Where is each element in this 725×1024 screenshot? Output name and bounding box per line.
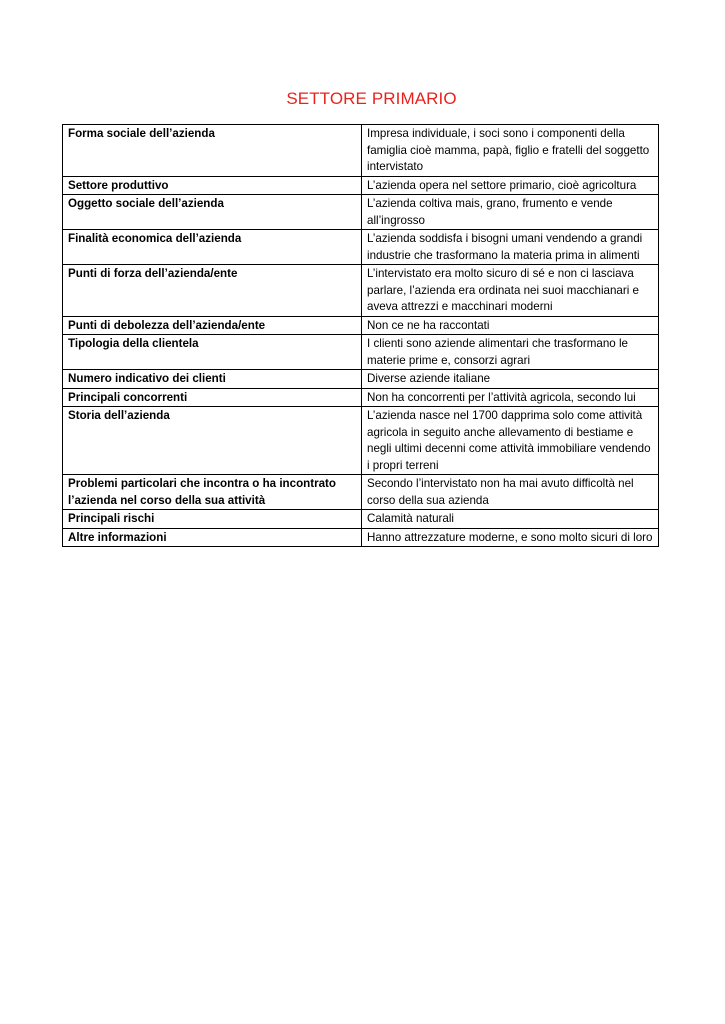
row-value: L’azienda coltiva mais, grano, frumento e vende all’ingrosso	[362, 195, 659, 230]
table-row	[63, 388, 659, 407]
row-value: L’azienda nasce nel 1700 dapprima solo come attività agricola in seguito anche allevamento di bestiame e negli ultimi decenni come attività immobiliare vendendo i propri terreni	[362, 407, 659, 475]
table-row	[63, 316, 659, 335]
row-label: Principali rischi	[63, 510, 362, 529]
row-value: Secondo l’intervistato non ha mai avuto difficoltà nel corso della sua azienda	[362, 475, 659, 510]
table-row	[63, 230, 659, 265]
table-row	[63, 475, 659, 510]
row-label: Problemi particolari che incontra o ha incontrato l’azienda nel corso della sua attività	[63, 475, 362, 510]
table-row	[63, 125, 659, 177]
table-row	[63, 335, 659, 370]
row-value: L’intervistato era molto sicuro di sé e non ci lasciava parlare, l’azienda era ordinata nei suoi macchianari e aveva attrezzi e macchinari moderni	[362, 265, 659, 317]
row-value: Non ce ne ha raccontati	[362, 316, 659, 335]
table-row	[63, 370, 659, 389]
row-label: Settore produttivo	[63, 176, 362, 195]
row-label: Numero indicativo dei clienti	[63, 370, 362, 389]
row-label: Altre informazioni	[63, 528, 362, 547]
company-info-table	[62, 124, 659, 547]
row-label: Storia dell’azienda	[63, 407, 362, 475]
row-value: L’azienda soddisfa i bisogni umani vendendo a grandi industrie che trasformano la materia prima in alimenti	[362, 230, 659, 265]
row-label: Punti di debolezza dell’azienda/ente	[63, 316, 362, 335]
table-row	[63, 176, 659, 195]
row-label: Oggetto sociale dell’azienda	[63, 195, 362, 230]
row-value: L’azienda opera nel settore primario, cioè agricoltura	[362, 176, 659, 195]
table-row	[63, 528, 659, 547]
row-value: Diverse aziende italiane	[362, 370, 659, 389]
row-value: Non ha concorrenti per l’attività agricola, secondo lui	[362, 388, 659, 407]
row-label: Forma sociale dell’azienda	[63, 125, 362, 177]
table-row	[63, 407, 659, 475]
table-row	[63, 510, 659, 529]
row-label: Finalità economica dell’azienda	[63, 230, 362, 265]
row-label: Tipologia della clientela	[63, 335, 362, 370]
row-value: Hanno attrezzature moderne, e sono molto sicuri di loro	[362, 528, 659, 547]
row-value: I clienti sono aziende alimentari che trasformano le materie prime e, consorzi agrari	[362, 335, 659, 370]
row-label: Principali concorrenti	[63, 388, 362, 407]
table-row	[63, 195, 659, 230]
row-value: Calamità naturali	[362, 510, 659, 529]
row-value: Impresa individuale, i soci sono i componenti della famiglia cioè mamma, papà, figlio e fratelli del soggetto intervistato	[362, 125, 659, 177]
table-row	[63, 265, 659, 317]
row-label: Punti di forza dell’azienda/ente	[63, 265, 362, 317]
page-title: SETTORE PRIMARIO	[286, 89, 457, 108]
